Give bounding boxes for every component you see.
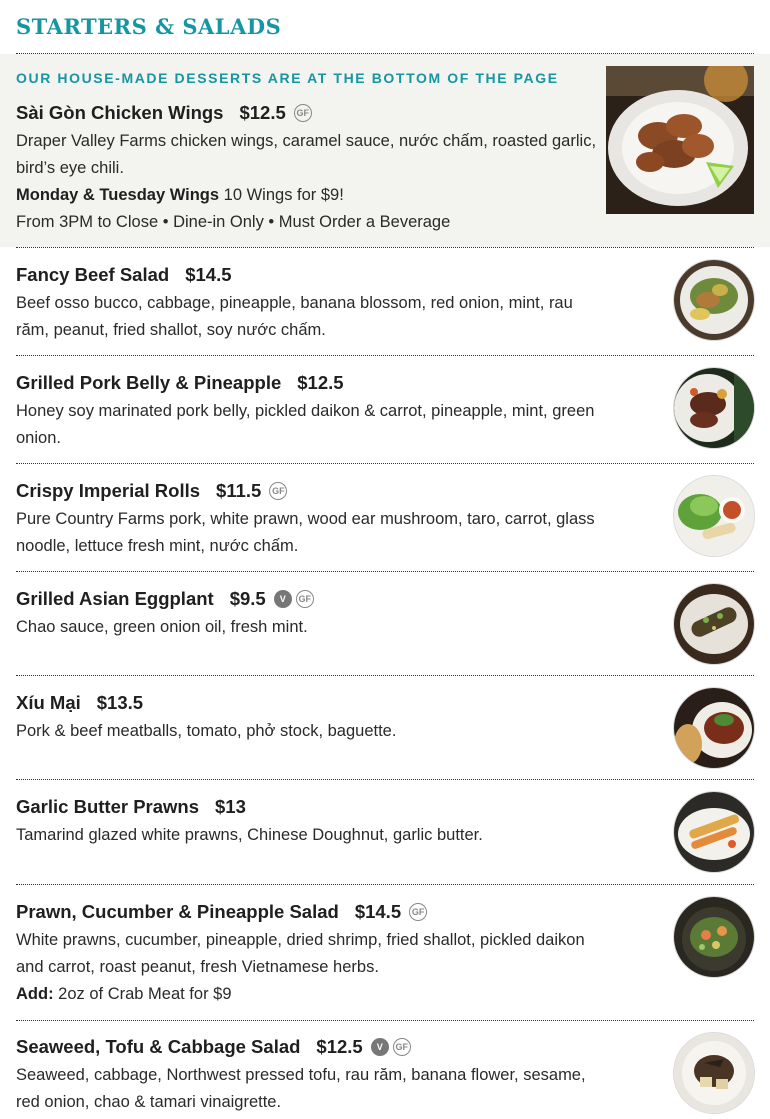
divider (16, 884, 754, 885)
gluten-free-icon: GF (409, 903, 427, 921)
item-price: $12.5 (316, 1036, 363, 1057)
desserts-note: OUR HOUSE-MADE DESSERTS ARE AT THE BOTTOM OF THE PAGE (16, 70, 559, 86)
item-name: Prawn, Cucumber & Pineapple Salad (16, 901, 339, 922)
promo-terms: From 3PM to Close • Dine-in Only • Must Order a Beverage (16, 213, 451, 231)
item-name: Seaweed, Tofu & Cabbage Salad (16, 1036, 301, 1057)
menu-item-xiu-mai (16, 691, 616, 745)
item-price: $12.5 (297, 372, 344, 393)
item-price: $13.5 (96, 692, 144, 713)
add-on-label: Add: (16, 985, 54, 1003)
divider (16, 463, 754, 464)
item-name: Grilled Pork Belly & Pineapple (16, 372, 282, 393)
item-description: Tamarind glazed white prawns, Chinese Doughnut, garlic butter. (16, 826, 483, 844)
gluten-free-icon: GF (393, 1038, 411, 1056)
imperial-rolls-photo (674, 476, 754, 556)
section-title: STARTERS & SALADS (16, 14, 282, 39)
item-description: White prawns, cucumber, pineapple, dried shrimp, fried shallot, pickled daikon and carrot, roast peanut, fresh Vietnamese herbs. (16, 931, 585, 976)
eggplant-photo (674, 584, 754, 664)
vegan-icon: V (371, 1038, 389, 1056)
menu-item-seaweed-tofu-salad (16, 1035, 616, 1116)
item-description: Pure Country Farms pork, white prawn, wood ear mushroom, taro, carrot, glass noodle, lettuce fresh mint, nước chấm. (16, 510, 595, 555)
prawns-photo (674, 792, 754, 872)
menu-item-prawn-cucumber-salad (16, 900, 616, 1008)
menu-item-grilled-pork-belly (16, 371, 616, 452)
item-name: Crispy Imperial Rolls (16, 480, 201, 501)
item-price: $11.5 (216, 480, 262, 501)
item-name: Xíu Mại (16, 692, 81, 713)
divider (16, 247, 754, 248)
promo-text: 10 Wings for $9! (219, 186, 344, 204)
add-on (16, 981, 616, 1008)
chicken-wings-photo (606, 66, 754, 214)
seaweed-salad-photo (674, 1033, 754, 1113)
gluten-free-icon: GF (294, 104, 312, 122)
divider (16, 571, 754, 572)
item-description: Honey soy marinated pork belly, pickled daikon & carrot, pineapple, mint, green onion. (16, 402, 595, 447)
promo-label: Monday & Tuesday Wings (16, 186, 220, 204)
divider (16, 1020, 754, 1021)
menu-item-garlic-butter-prawns (16, 795, 616, 849)
item-description: Pork & beef meatballs, tomato, phở stock, baguette. (16, 722, 397, 740)
item-description: Seaweed, cabbage, Northwest pressed tofu, rau răm, banana flower, sesame, red onion, chao & tamari vinaigrette. (16, 1066, 586, 1111)
divider (16, 355, 754, 356)
wings-promo (16, 182, 616, 209)
gluten-free-icon: GF (269, 482, 287, 500)
gluten-free-icon: GF (296, 590, 314, 608)
divider (16, 675, 754, 676)
item-description: Chao sauce, green onion oil, fresh mint. (16, 618, 308, 636)
meatballs-photo (674, 688, 754, 768)
item-name: Garlic Butter Prawns (16, 796, 200, 817)
item-price: $13 (215, 796, 246, 817)
vegan-icon: V (274, 590, 292, 608)
menu-item-grilled-asian-eggplant (16, 587, 616, 641)
item-price: $14.5 (185, 264, 232, 285)
item-name: Grilled Asian Eggplant (16, 588, 214, 609)
item-name: Fancy Beef Salad (16, 264, 170, 285)
divider (16, 779, 754, 780)
item-name: Sài Gòn Chicken Wings (16, 102, 224, 123)
item-price: $9.5 (229, 588, 266, 609)
menu-item-crispy-imperial-rolls (16, 479, 616, 560)
menu-item-chicken-wings (16, 101, 616, 236)
item-description: Beef osso bucco, cabbage, pineapple, banana blossom, red onion, mint, rau răm, peanut, fried shallot, soy nước chấm. (16, 294, 573, 339)
prawn-salad-photo (674, 897, 754, 977)
item-price: $14.5 (354, 901, 402, 922)
item-price: $12.5 (239, 102, 286, 123)
add-on-text: 2oz of Crab Meat for $9 (53, 985, 232, 1003)
item-description: Draper Valley Farms chicken wings, caramel sauce, nước chấm, roasted garlic, bird’s eye chili. (16, 132, 597, 177)
pork-belly-photo (674, 368, 754, 448)
menu-item-fancy-beef-salad (16, 263, 616, 344)
beef-salad-photo (674, 260, 754, 340)
